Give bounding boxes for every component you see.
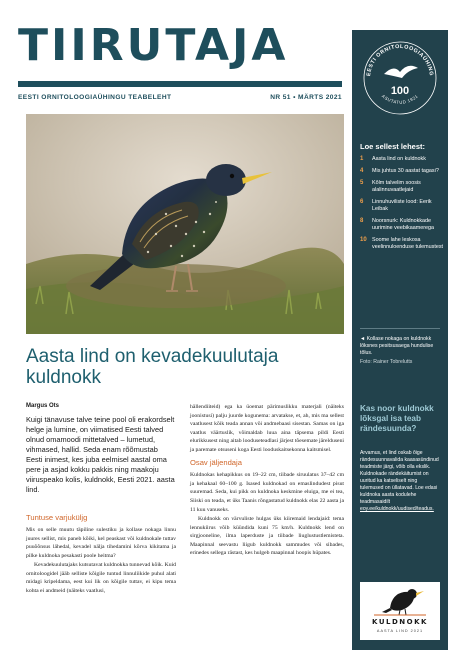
starling-photo bbox=[26, 114, 344, 334]
masthead-title: TIIRUTAJA bbox=[18, 20, 289, 71]
article-byline: Margus Ots bbox=[26, 403, 60, 409]
toc-item[interactable] bbox=[360, 180, 444, 194]
article-column-right bbox=[190, 403, 344, 559]
article-paragraph: Mis on selle muutu täpiline sulestiku ja kollase nokaga linnu juures sellist, mis paneb kõiki, kel peaskast või kuldnokale tuttav puuõõnsus lähedal, kevadel nälja tihedamini kõrva kikitama ja pilke kuldnoka pesakasti poole heitma? bbox=[26, 527, 176, 559]
toc-item[interactable] bbox=[360, 218, 444, 232]
toc-item[interactable] bbox=[360, 168, 444, 175]
article-headline: Aasta lind on kevadekuulutaja kuldnokk bbox=[26, 346, 279, 389]
sidebar-question: Kas noor kuldnokk lõksgal isa teab rändesuunda? bbox=[360, 404, 434, 433]
logo-wordmark: KULDNOKK bbox=[372, 618, 428, 626]
article-paragraph: Kevadekuulutajaks kutsutavat kuldnokka tunnevad kõik. Kuid ornitoloogidel jääb selliste kõigile tuntud linnuliikide puhul alati midagi kripeldama, eest kui lik on kõigile tuttav, ei kipu tema kohta ei andmeid (näiteks vaatlusi, bbox=[26, 562, 176, 594]
sidebar-body bbox=[360, 450, 442, 513]
toc-item-label: Linnuhuviliste lood: Eerik Leibak bbox=[372, 199, 432, 213]
table-of-contents bbox=[360, 156, 444, 256]
publisher-line: EESTI ORNITOLOOGIAÜHINGU TEABELEHT bbox=[18, 94, 172, 101]
section-heading: Tuntuse varjuküljg bbox=[26, 513, 88, 522]
tern-icon bbox=[384, 66, 418, 78]
logo-subtitle: AASTA LIND 2021 bbox=[376, 629, 424, 633]
toc-item[interactable] bbox=[360, 199, 444, 213]
article-paragraph: hällendiiteid) ega ka üoemat pärimuslikku materjali (näiteks joonistusi) palju juurde kogunema: arvatakse, et, ah, mis ma sellest vaatlusest kõik teada annan või andmebaasi sisestan. Samas on iga vaatlus väärtuslik, võimaldab luua aina täpsema pildi Eesti elurikkusest ning aitab looduseteadlasi järjest tõesemate järelduseni ja paremate otsuseni koga Eesti looduskaitsekonna kaitsmisel. bbox=[190, 404, 344, 453]
article-lead: Kuigi tänavuse talve teine pool oli erakordselt helge ja lumine, on viimatised Eesti talved olnud omamoodi mittetalved – lumetud, vihmased, hallid. Seda enam rõõmustab Eesti inimest, kes juba eelmisel aastal oma pere ja asjad kokku pakkis ning maakoju viiruspeako kolis, kuldnokk, Eesti 2021. aasta lind. bbox=[26, 415, 175, 495]
badge-bottom-text: ASUTATUD 1921 bbox=[380, 93, 420, 105]
caption-text: ◄ Kollase nokaga on kuldnokk lõksnes pesitsusaega hundulise tõlus. bbox=[360, 336, 434, 357]
section-heading: Osav jäljendaja bbox=[190, 458, 242, 468]
toc-item[interactable] bbox=[360, 156, 444, 163]
toc-page-number: 6 bbox=[360, 199, 364, 206]
toc-page-number: 10 bbox=[360, 237, 367, 244]
article-column-left bbox=[26, 526, 176, 596]
toc-title: Loe sellest lehest: bbox=[360, 142, 426, 151]
toc-page-number: 8 bbox=[360, 218, 364, 225]
masthead bbox=[18, 20, 342, 101]
photo-caption bbox=[360, 336, 442, 366]
toc-item[interactable] bbox=[360, 237, 444, 251]
svg-text:EESTI ORNITOLOOGIAÜHING bbox=[366, 44, 434, 77]
hero-photo bbox=[26, 114, 344, 334]
toc-item-label: Aasta lind on kuldnokk bbox=[372, 156, 426, 162]
toc-page-number: 1 bbox=[360, 156, 364, 162]
sidebar-divider bbox=[360, 328, 440, 329]
masthead-subline bbox=[18, 94, 342, 101]
toc-page-number: 4 bbox=[360, 168, 364, 175]
centenary-badge bbox=[358, 34, 442, 118]
toc-page-number: 5 bbox=[360, 180, 364, 187]
sidebar-link[interactable]: eoy.ee/kuldnokk/uudised/teadus. bbox=[360, 506, 434, 513]
toc-item-label: Soome lahe leskosa veelinnuloenduse tulemustest bbox=[372, 237, 444, 251]
toc-item-label: Noorsnurk: Kuldnokkade uurimine veebikaamerega bbox=[372, 218, 435, 232]
issue-line: NR 51 • MÄRTS 2021 bbox=[270, 94, 342, 101]
masthead-rule bbox=[18, 81, 342, 87]
article-paragraph: Kuldnokas kehapikkus on 19–22 cm, tiibade siruulatus 37–42 cm ja kehakaal 60–100 g. Isased kuldnokad on emaslindudest pisut suuremad. Seda, kui pikk on kuldnoka keskmine eluiga, me ei tea, Siiski on teada, et üks Taanis rõngastatud kuldnokk elas 22 aasta ja 11 kuu vanuseks. bbox=[190, 472, 344, 513]
sidebar-body-text: Arvamus, et lind oskab õige rändesuunnavalida kaasasündinud teadmiste järgi, võib olla ekslik. Kuldnokade rändekäitumist on uuritud ka katseliselt ning tulemused on üllatavad. Loe edasi kuldnoka aasta kodulehe teadmasaidilt bbox=[360, 450, 439, 506]
article-paragraph: Kuldnokk on värvuliste hulgas üks kiiremaid lendajaid: tema lennukiirus võib küündida kuni 75 km/h. Kuldnokk lend on sirgjooneline, ilma laperduste ja tiibade liuglustustlemisteta. Maapinnal seevastu liigub kuldnokk sammudes või sibades, erinedes sellega rästast, kes hulgeb maapinnal hoopis hüpates. bbox=[190, 516, 344, 557]
badge-number: 100 bbox=[390, 85, 410, 97]
starling-logo-icon bbox=[360, 582, 440, 618]
kuldnokk-logo bbox=[360, 582, 440, 640]
sidebar bbox=[352, 30, 448, 650]
badge-arc-text: EESTI ORNITOLOOGIAÜHING bbox=[366, 43, 435, 77]
photo-credit: Foto: Rainer Tobrelutts bbox=[360, 359, 413, 366]
toc-item-label: Kõlm talvelim soosis alalinnuvaatlejaid bbox=[372, 180, 421, 194]
toc-item-label: Mis juhtus 30 aastat tagasi? bbox=[372, 168, 439, 175]
